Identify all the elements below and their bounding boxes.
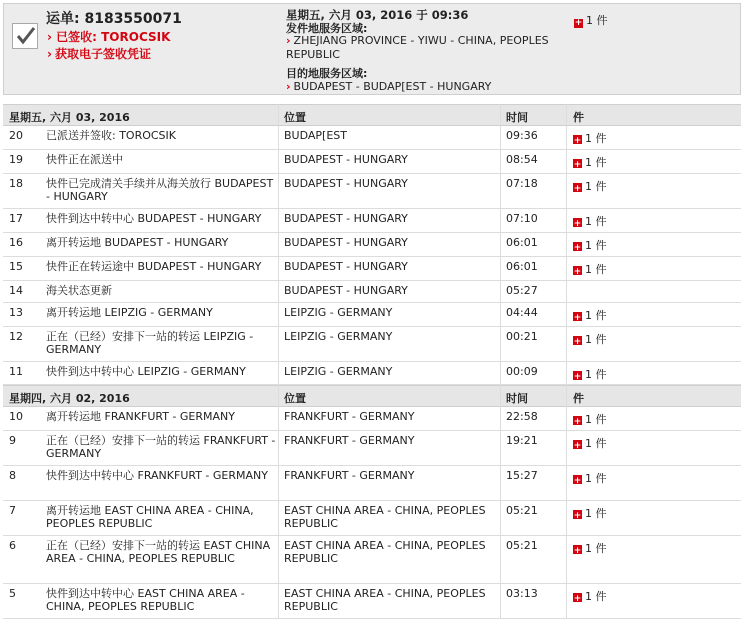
tracking-event-row: [3, 303, 741, 327]
pieces-count: 1 件: [585, 472, 607, 485]
event-location: LEIPZIG - GERMANY: [284, 330, 393, 343]
pieces-expand-button[interactable]: [573, 507, 607, 520]
plus-icon: +: [573, 441, 582, 451]
event-description: 离开转运地 EAST CHINA AREA - CHINA, PEOPLES REPUBLIC: [46, 504, 254, 530]
pieces-expand-button[interactable]: [573, 542, 607, 555]
tracking-event-row: [3, 407, 741, 431]
origin-label: 发件地服务区域:: [286, 22, 368, 35]
event-description: 快件到达中转中心 LEIPZIG - GERMANY: [46, 365, 246, 378]
chevron-right-icon: ›: [47, 47, 52, 61]
plus-icon: +: [573, 372, 582, 382]
event-number: 14: [9, 284, 23, 297]
chevron-right-icon: ›: [286, 34, 291, 47]
tracking-event-row: [3, 362, 741, 385]
time-column-header: 时间: [506, 392, 528, 405]
event-description: 正在（已经）安排下一站的转运 LEIPZIG - GERMANY: [46, 330, 254, 356]
pieces-column-header: 件: [573, 392, 584, 405]
event-location: EAST CHINA AREA - CHINA, PEOPLES REPUBLIC: [284, 539, 486, 565]
pieces-count: 1 件: [585, 180, 607, 193]
event-number: 17: [9, 212, 23, 225]
pieces-count: 1 件: [585, 239, 607, 252]
event-number: 15: [9, 260, 23, 273]
event-description: 快件已完成清关手续并从海关放行 BUDAPEST - HUNGARY: [46, 177, 274, 203]
day-date: 星期四, 六月 02, 2016: [9, 392, 130, 405]
day-date: 星期五, 六月 03, 2016: [9, 111, 130, 124]
event-location: BUDAPEST - HUNGARY: [284, 212, 408, 225]
origin-value: › ZHEJIANG PROVINCE - YIWU - CHINA, PEOPLES REPUBLIC: [286, 34, 549, 61]
tracking-event-row: [3, 233, 741, 257]
pieces-count: 1 件: [585, 507, 607, 520]
event-time: 00:09: [506, 365, 538, 378]
pieces-expand-button[interactable]: [573, 180, 607, 193]
column-divider: [566, 104, 567, 619]
event-description: 快件到达中转中心 BUDAPEST - HUNGARY: [46, 212, 262, 225]
tracking-event-row: [3, 209, 741, 233]
tracking-event-row: [3, 257, 741, 281]
pieces-count: 1 件: [585, 413, 607, 426]
pieces-expand-button[interactable]: [573, 368, 607, 381]
pieces-expand-button[interactable]: [573, 333, 607, 346]
pieces-expand-button[interactable]: [573, 309, 607, 322]
event-location: LEIPZIG - GERMANY: [284, 306, 393, 319]
event-location: FRANKFURT - GERMANY: [284, 434, 415, 447]
event-location: EAST CHINA AREA - CHINA, PEOPLES REPUBLIC: [284, 587, 486, 613]
shipment-summary: [3, 3, 741, 95]
chevron-right-icon: ›: [286, 80, 291, 93]
event-number: 12: [9, 330, 23, 343]
event-number: 10: [9, 410, 23, 423]
pieces-count: 1 件: [585, 368, 607, 381]
event-time: 05:27: [506, 284, 538, 297]
pieces-count: 1 件: [585, 590, 607, 603]
pieces-count: 1 件: [585, 263, 607, 276]
event-description: 离开转运地 LEIPZIG - GERMANY: [46, 306, 213, 319]
event-time: 03:13: [506, 587, 538, 600]
pieces-expand-button[interactable]: [573, 413, 607, 426]
pieces-count: 1 件: [585, 437, 607, 450]
event-time: 06:01: [506, 260, 538, 273]
pieces-count: 1 件: [585, 215, 607, 228]
event-number: 19: [9, 153, 23, 166]
event-time: 06:01: [506, 236, 538, 249]
pieces-expand-button[interactable]: [573, 590, 607, 603]
event-description: 海关状态更新: [46, 284, 112, 297]
tracking-event-row: [3, 584, 741, 619]
signed-status: › 已签收: TOROCSIK: [47, 30, 171, 44]
plus-icon: +: [574, 18, 583, 28]
tracking-event-row: [3, 174, 741, 209]
event-description: 快件正在转运途中 BUDAPEST - HUNGARY: [46, 260, 262, 273]
event-location: BUDAPEST - HUNGARY: [284, 153, 408, 166]
event-time: 07:10: [506, 212, 538, 225]
event-time: 08:54: [506, 153, 538, 166]
day-header: [3, 385, 741, 407]
delivered-check-icon: [12, 23, 38, 49]
event-number: 13: [9, 306, 23, 319]
destination-value: › BUDAPEST - BUDAP[EST - HUNGARY: [286, 80, 492, 93]
plus-icon: +: [573, 243, 582, 253]
destination-label: 目的地服务区域:: [286, 67, 368, 80]
plus-icon: +: [573, 136, 582, 146]
pieces-column-header: 件: [573, 111, 584, 124]
pieces-count: 1 件: [585, 156, 607, 169]
plus-icon: +: [573, 267, 582, 277]
event-location: FRANKFURT - GERMANY: [284, 410, 415, 423]
event-description: 离开转运地 FRANKFURT - GERMANY: [46, 410, 235, 423]
event-number: 11: [9, 365, 23, 378]
pieces-expand-button[interactable]: [573, 215, 607, 228]
tracking-event-row: [3, 536, 741, 584]
event-time: 05:21: [506, 504, 538, 517]
pieces-expand-button[interactable]: [573, 263, 607, 276]
pieces-expand-button[interactable]: [573, 472, 607, 485]
event-time: 09:36: [506, 129, 538, 142]
event-description: 快件到达中转中心 EAST CHINA AREA - CHINA, PEOPLES REPUBLIC: [46, 587, 245, 613]
event-location: BUDAP[EST: [284, 129, 347, 142]
plus-icon: +: [573, 184, 582, 194]
day-header: [3, 104, 741, 126]
pieces-count: 1 件: [585, 333, 607, 346]
chevron-right-icon: ›: [47, 30, 52, 44]
column-divider: [500, 104, 501, 619]
plus-icon: +: [573, 594, 582, 604]
event-description: 快件到达中转中心 FRANKFURT - GERMANY: [46, 469, 268, 482]
tracking-event-row: [3, 281, 741, 303]
event-number: 18: [9, 177, 23, 190]
event-location: BUDAPEST - HUNGARY: [284, 236, 408, 249]
event-description: 已派送并签收: TOROCSIK: [46, 129, 177, 142]
tracking-event-row: [3, 150, 741, 174]
pieces-count: 1 件: [585, 132, 607, 145]
plus-icon: +: [573, 417, 582, 427]
location-column-header: 位置: [284, 111, 306, 124]
pieces-count: 1 件: [585, 542, 607, 555]
event-location: LEIPZIG - GERMANY: [284, 365, 393, 378]
event-number: 6: [9, 539, 16, 552]
waybill-number: 运单: 8183550071: [46, 11, 182, 27]
event-description: 快件正在派送中: [46, 153, 123, 166]
event-number: 7: [9, 504, 16, 517]
event-time: 15:27: [506, 469, 538, 482]
event-number: 5: [9, 587, 16, 600]
plus-icon: +: [573, 546, 582, 556]
tracking-event-row: [3, 126, 741, 150]
delivery-datetime: 星期五, 六月 03, 2016 于 09:36: [286, 8, 469, 22]
event-description: 正在（已经）安排下一站的转运 FRANKFURT - GERMANY: [46, 434, 276, 460]
tracking-event-row: [3, 431, 741, 466]
plus-icon: +: [573, 219, 582, 229]
plus-icon: +: [573, 511, 582, 521]
event-location: BUDAPEST - HUNGARY: [284, 177, 408, 190]
event-location: BUDAPEST - HUNGARY: [284, 284, 408, 297]
event-time: 07:18: [506, 177, 538, 190]
event-number: 8: [9, 469, 16, 482]
event-location: EAST CHINA AREA - CHINA, PEOPLES REPUBLIC: [284, 504, 486, 530]
plus-icon: +: [573, 160, 582, 170]
event-description: 离开转运地 BUDAPEST - HUNGARY: [46, 236, 229, 249]
event-location: FRANKFURT - GERMANY: [284, 469, 415, 482]
tracking-event-row: [3, 327, 741, 362]
column-divider: [278, 104, 279, 619]
event-time: 05:21: [506, 539, 538, 552]
event-number: 9: [9, 434, 16, 447]
plus-icon: +: [573, 476, 582, 486]
event-location: BUDAPEST - HUNGARY: [284, 260, 408, 273]
event-number: 20: [9, 129, 23, 142]
event-time: 22:58: [506, 410, 538, 423]
event-time: 19:21: [506, 434, 538, 447]
event-description: 正在（已经）安排下一站的转运 EAST CHINA AREA - CHINA, PEOPLES REPUBLIC: [46, 539, 271, 565]
location-column-header: 位置: [284, 392, 306, 405]
proof-of-delivery-link[interactable]: › 获取电子签收凭证: [47, 47, 151, 61]
pieces-expand-button[interactable]: [573, 132, 607, 145]
pieces-count: 1 件: [585, 309, 607, 322]
time-column-header: 时间: [506, 111, 528, 124]
pieces-expand-button[interactable]: [573, 156, 607, 169]
event-time: 00:21: [506, 330, 538, 343]
pieces-expand-button[interactable]: [573, 437, 607, 450]
event-number: 16: [9, 236, 23, 249]
plus-icon: +: [573, 337, 582, 347]
pieces-expand-button[interactable]: [573, 239, 607, 252]
event-time: 04:44: [506, 306, 538, 319]
pieces-expand-button[interactable]: + 1 件: [574, 14, 608, 28]
tracking-event-row: [3, 466, 741, 501]
tracking-event-row: [3, 501, 741, 536]
plus-icon: +: [573, 313, 582, 323]
